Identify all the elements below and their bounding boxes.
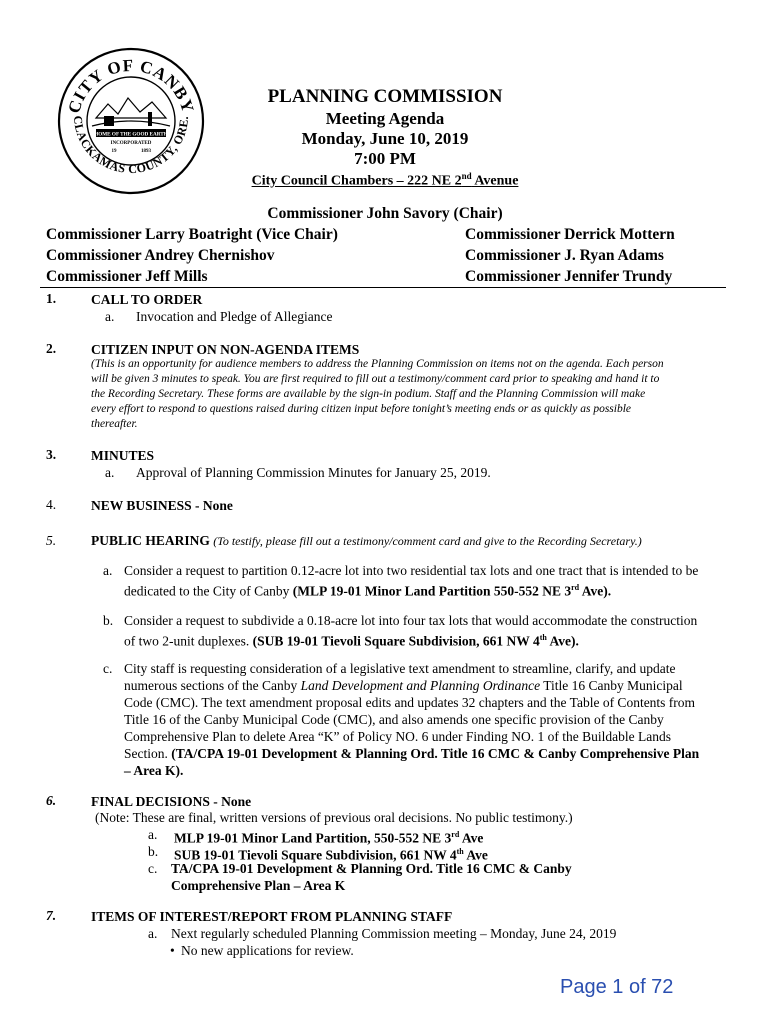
section-7-bullet-text: No new applications for review. <box>181 943 354 958</box>
section-6-b-letter: b. <box>148 844 159 859</box>
section-6-c-text-2: Comprehensive Plan – Area K <box>171 878 346 893</box>
city-seal <box>56 46 206 196</box>
commissioner-left-3: Commissioner Jeff Mills <box>46 268 208 285</box>
section-3-a-text: Approval of Planning Commission Minutes for January 25, 2019. <box>136 465 491 480</box>
commissioner-chair: Commissioner John Savory (Chair) <box>267 205 503 222</box>
commissioner-right-2: Commissioner J. Ryan Adams <box>465 247 664 264</box>
section-2-note-2: will be given 3 minutes to speak. You are first required to fill out a testimony/comment card prior to speaking and hand it to <box>91 373 660 385</box>
section-1-a-letter: a. <box>105 309 115 324</box>
section-7-number: 7. <box>46 908 57 923</box>
section-5-a-text: dedicated to the City of Canby <box>124 583 293 599</box>
section-3-a-letter: a. <box>105 465 115 480</box>
section-5-title: PUBLIC HEARING <box>91 533 210 548</box>
section-5-heading <box>91 532 642 550</box>
svg-text:CITY OF CANBY <box>64 56 198 116</box>
section-5-c-letter: c. <box>103 661 113 676</box>
meeting-location <box>230 171 540 190</box>
section-5-c-ordinance: Land Development and Planning Ordinance <box>300 678 541 693</box>
section-6-note: (Note: These are final, written versions of previous oral decisions. No public testimony.) <box>95 810 573 825</box>
section-7-bullet: • <box>170 943 175 958</box>
section-2-note-4: every effort to respond to questions raised during citizen input before tonight’s meeting ends or as quickly as possible <box>91 403 632 415</box>
header-divider <box>40 287 726 288</box>
section-5-c-line-2 <box>124 677 683 694</box>
section-6-a-case-end: Ave <box>459 830 484 846</box>
section-5-c-line-3: Code (CMC). The text amendment proposal edits and updates 32 chapters and the Table of Contents from <box>124 695 696 710</box>
section-5-b-line-2 <box>124 629 579 650</box>
section-5-a-case: (MLP 19-01 Minor Land Partition 550-552 NE 3 <box>292 583 572 599</box>
section-7-title: ITEMS OF INTEREST/REPORT FROM PLANNING STAFF <box>91 909 453 924</box>
section-5-b-line-1: Consider a request to subdivide a 0.18-acre lot into four tax lots that would accommodate the construction <box>124 613 698 628</box>
commissioner-right-3: Commissioner Jennifer Trundy <box>465 268 673 285</box>
section-6-b-case: SUB 19-01 Tievoli Square Subdivision, 661 NW 4 <box>174 847 457 863</box>
location-text-end: Avenue <box>471 173 519 189</box>
meeting-time: 7:00 PM <box>354 149 416 168</box>
section-5-c-line-1: City staff is requesting consideration of a legislative text amendment to streamline, clarify, and update <box>124 661 676 676</box>
section-7-a-text: Next regularly scheduled Planning Commission meeting – Monday, June 24, 2019 <box>171 926 617 941</box>
section-2-number: 2. <box>46 341 57 356</box>
section-5-b-sup: th <box>539 633 547 642</box>
seal-banner: HOME OF THE GOOD EARTH <box>94 131 168 138</box>
section-6-a-sup: rd <box>451 830 460 839</box>
page-subtitle: Meeting Agenda <box>325 109 445 128</box>
section-1-a-text: Invocation and Pledge of Allegiance <box>136 309 333 324</box>
page-title: PLANNING COMMISSION <box>267 86 503 107</box>
city-seal-graphic <box>56 46 206 196</box>
section-6-c-letter: c. <box>148 861 158 876</box>
section-1-title: CALL TO ORDER <box>91 292 203 307</box>
section-3-number: 3. <box>46 447 57 462</box>
section-5-c-text-6: Section. <box>124 746 172 761</box>
section-6-b-sup: th <box>456 847 464 856</box>
location-text: City Council Chambers – 222 NE 2 <box>251 173 462 189</box>
section-5-c-line-5: Comprehensive Plan to delete Area “K” of Policy NO. 6 under Finding NO. 1 of the Buildable Lands <box>124 729 672 744</box>
section-2-note-3: the Recording Secretary. These forms are available by the sign-in podium. Staff and the Planning Commission will make <box>91 388 646 400</box>
section-5-b-case-end: Ave). <box>546 633 579 649</box>
section-6-title: FINAL DECISIONS - None <box>91 794 252 809</box>
section-7-a-letter: a. <box>148 926 158 941</box>
section-5-c-line-7: – Area K). <box>124 763 184 778</box>
section-5-c-text-2b: Title 16 Canby Municipal <box>540 678 683 693</box>
section-5-b-letter: b. <box>103 613 114 628</box>
seal-year-right: 1893 <box>141 149 151 154</box>
meeting-date: Monday, June 10, 2019 <box>301 129 469 148</box>
section-5-a-line-2 <box>124 579 611 600</box>
section-4-title: NEW BUSINESS - None <box>91 498 233 513</box>
section-5-title-note: (To testify, please fill out a testimony/comment card and give to the Recording Secretary.) <box>213 534 642 548</box>
location-sup: nd <box>461 171 472 181</box>
seal-incorporated: INCORPORATED <box>110 141 152 146</box>
section-5-c-text-2a: numerous sections of the Canby <box>124 678 301 693</box>
section-2-title: CITIZEN INPUT ON NON-AGENDA ITEMS <box>91 342 360 357</box>
section-5-c-case: (TA/CPA 19-01 Development & Planning Ord. Title 16 CMC & Canby Comprehensive Plan <box>171 746 700 761</box>
section-3-title: MINUTES <box>91 448 155 463</box>
section-5-a-letter: a. <box>103 563 113 578</box>
section-6-a-letter: a. <box>148 827 158 842</box>
section-6-a-case: MLP 19-01 Minor Land Partition, 550-552 NE 3 <box>174 830 452 846</box>
section-6-b-case-end: Ave <box>463 847 488 863</box>
commissioner-right-1: Commissioner Derrick Mottern <box>465 226 675 243</box>
section-2-note-5: thereafter. <box>91 418 138 430</box>
section-4-number: 4. <box>46 497 57 512</box>
page-number: Page 1 of 72 <box>560 976 674 998</box>
section-5-c-line-6 <box>124 745 699 762</box>
section-2-note-1: (This is an opportunity for audience members to address the Planning Commission on items not on the agenda. Each person <box>91 358 664 370</box>
seal-top-text: CITY OF CANBY <box>64 55 198 116</box>
commissioner-left-2: Commissioner Andrey Chernishov <box>46 247 275 264</box>
section-6-number: 6. <box>46 793 57 808</box>
section-5-number: 5. <box>46 533 57 548</box>
section-5-b-text: of two 2-unit duplexes. <box>124 633 253 649</box>
commissioner-left-1: Commissioner Larry Boatright (Vice Chair) <box>46 226 338 243</box>
seal-year-left: 19 <box>111 149 117 154</box>
section-6-c-text: TA/CPA 19-01 Development & Planning Ord. Title 16 CMC & Canby <box>171 861 572 876</box>
section-5-a-sup: rd <box>571 583 580 592</box>
section-5-c-line-4: Title 16 of the Canby Municipal Code (CMC), and also amends one specific provision of the Canby <box>124 712 664 727</box>
section-5-a-line-1: Consider a request to partition 0.12-acre lot into two residential tax lots and one tract that is intended to be <box>124 563 699 578</box>
section-1-number: 1. <box>46 291 57 306</box>
section-5-b-case: (SUB 19-01 Tievoli Square Subdivision, 661 NW 4 <box>252 633 540 649</box>
seal-bottom-text: CLACKAMAS COUNTY, ORE. <box>70 115 192 177</box>
section-5-a-case-end: Ave). <box>579 583 612 599</box>
